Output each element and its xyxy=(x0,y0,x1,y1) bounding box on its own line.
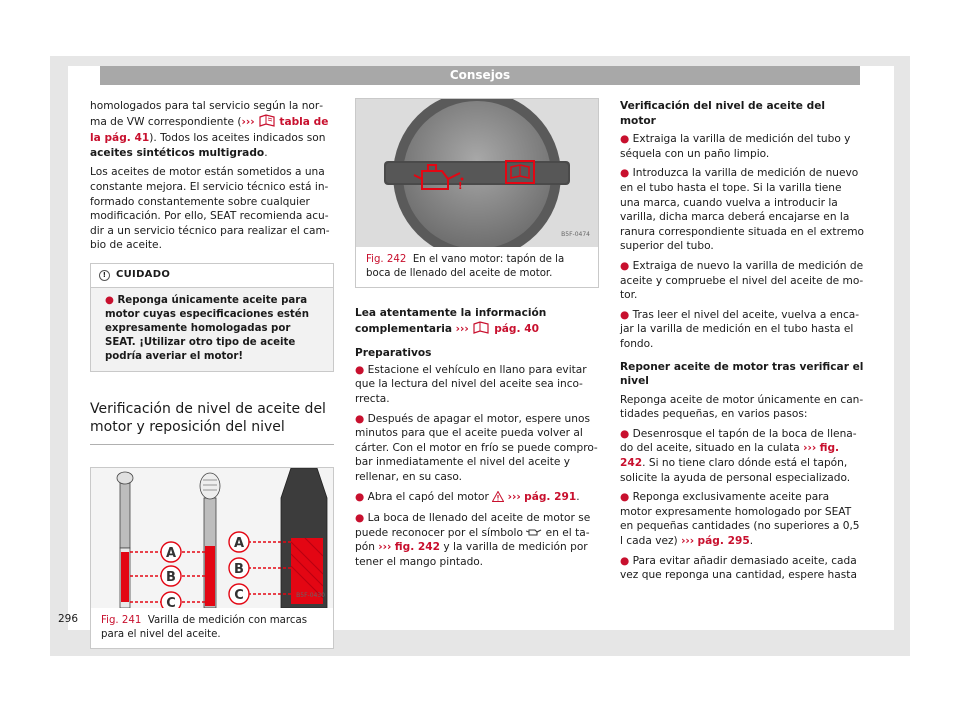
bullet-1: ● Estacione el vehículo en llano para evitar que la lectura del nivel del aceite sea incorrecta. xyxy=(355,363,587,405)
dipstick-illustration xyxy=(91,468,333,608)
bullet-4: ● La boca de llenado del aceite de motor se puede reconocer por el símbolo en el tapón ››› fig. 242 y la varilla de medición por tener el mango pintado. xyxy=(355,512,591,568)
column-right xyxy=(620,99,864,588)
bullet-6: ● Introduzca la varilla de medición de nuevo en el tubo hasta el tope. Si la varilla tiene una marca, cuando vuelva a introducir la varilla, dicha marca deberá encajarse en la ranura correspondiente situada en el extremo superior del tubo. xyxy=(620,167,865,253)
bullet-11: ● Para evitar añadir demasiado aceite, cada vez que reponga una cantidad, espere hasta xyxy=(620,554,857,582)
book-icon xyxy=(258,114,276,132)
section-title: Verificación de nivel de aceite del motor y reposición del nivel xyxy=(90,400,334,445)
caution-text: ● Reponga únicamente aceite para motor cuyas especificaciones estén expresamente homologadas por SEAT. ¡Utilizar otro tipo de aceite podría averiar el motor! xyxy=(105,294,309,363)
link-fig-242[interactable]: fig. 242 xyxy=(620,442,840,470)
bullet-7: ● Extraiga de nuevo la varilla de medición de aceite y compruebe el nivel del aceite de motor. xyxy=(620,259,864,302)
bullet-10: ● Reponga exclusivamente aceite para motor expresamente homologado por SEAT en pequeñas cantidades (no superiores a 0,5 l cada vez) ››› pág. 295. xyxy=(620,491,860,548)
warning-icon xyxy=(492,491,504,507)
label-c-right: C xyxy=(234,587,244,603)
prep-title: Preparativos xyxy=(355,347,432,360)
oil-cap-drawing xyxy=(356,99,598,247)
label-c-left: C xyxy=(166,595,176,608)
svg-text:!: ! xyxy=(458,181,463,192)
column-middle xyxy=(355,98,599,575)
caution-circle-icon: ! xyxy=(99,270,110,281)
paragraph-refill: Reponga aceite de motor únicamente en cantidades pequeñas, en varios pasos: xyxy=(620,393,864,421)
figure-241-caption: Fig. 241 Varilla de medición con marcas para el nivel del aceite. xyxy=(101,614,308,640)
bullet-3: ● Abra el capó del motor ››› pág. 291. xyxy=(355,490,599,507)
dipstick-drawing xyxy=(91,468,333,608)
figure-code: B5F-0430 xyxy=(296,591,325,599)
label-b-left: B xyxy=(166,569,176,585)
section-header: Consejos xyxy=(100,66,860,85)
label-a-right: A xyxy=(233,535,245,551)
heading-verify: Verificación del nivel de aceite del motor xyxy=(620,100,826,127)
figure-code: B5F-0474 xyxy=(561,231,590,239)
link-pag-40[interactable]: pág. 40 xyxy=(494,322,539,335)
read-more: Lea atentamente la información complementaria ››› pág. 40 xyxy=(355,306,599,338)
figure-242-caption: Fig. 242 En el vano motor: tapón de la boca de llenado del aceite de motor. xyxy=(366,254,565,279)
link-pag-295[interactable]: pág. 295 xyxy=(697,535,750,548)
caution-header: ! CUIDADO xyxy=(91,264,333,288)
column-left xyxy=(90,99,334,649)
bullet-5: ● Extraiga la varilla de medición del tubo y séquela con un paño limpio. xyxy=(620,133,851,160)
bullet-9: ● Desenrosque el tapón de la boca de llenado del aceite, situado en la culata ››› fig. 242. Si no tiene claro dónde está el tapón, solicite la ayuda de personal especializado. xyxy=(620,427,857,484)
figure-242 xyxy=(355,98,599,288)
heading-refill: Reponer aceite de motor tras verificar el nivel xyxy=(620,360,864,388)
caution-box xyxy=(90,263,334,372)
book-icon xyxy=(472,321,490,339)
link-tabla-pag-41[interactable]: tabla de la pág. 41 xyxy=(90,115,329,145)
paragraph-oils: homologados para tal servicio según la norma de VW correspondiente (››› tabla de la pág. 41). Todos los aceites indicados son aceites sintéticos multigrado. xyxy=(90,100,329,159)
label-a-left: A xyxy=(165,545,177,561)
link-pag-291[interactable]: pág. 291 xyxy=(524,490,577,503)
paragraph-service: Los aceites de motor están sometidos a una constante mejora. El servicio técnico está informado constantemente sobre cualquier modificación. Por ello, SEAT recomienda acudir a un servicio técnico para realizar el cambio de aceite. xyxy=(90,166,330,252)
oil-can-icon xyxy=(526,527,542,539)
link-fig-242[interactable]: fig. 242 xyxy=(394,541,441,554)
bullet-2: ● Después de apagar el motor, espere unos minutos para que el aceite pueda volver al cárter. Con el motor en frío se puede comprobar inmediatamente el nivel del aceite y rellenar, en su caso. xyxy=(355,412,598,483)
oil-cap-illustration xyxy=(356,99,598,247)
label-b-right: B xyxy=(234,561,244,577)
bullet-8: ● Tras leer el nivel del aceite, vuelva a encajar la varilla de medición en el tubo hasta el fondo. xyxy=(620,308,860,350)
figure-241 xyxy=(90,467,334,649)
page-number: 296 xyxy=(58,613,79,625)
